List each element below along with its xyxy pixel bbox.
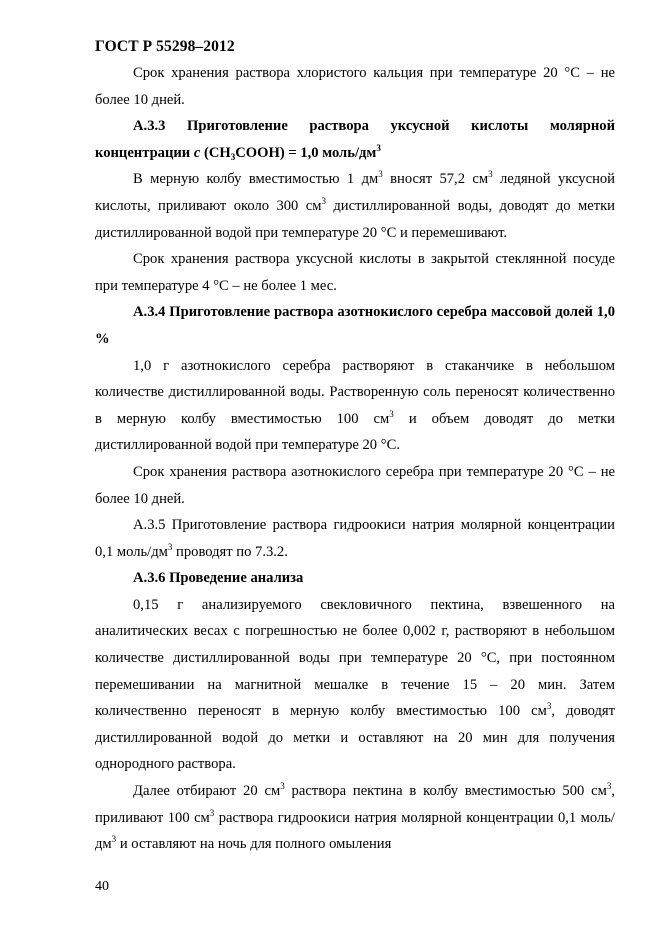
paragraph-acetic-storage: Срок хранения раствора уксусной кислоты в закрытой стеклянной посуде при температуре 4 °С – не более 1 мес. xyxy=(95,251,615,294)
heading-a33-text: А.3.3 Приготовление раствора уксусной кислоты молярной концентрации xyxy=(95,118,615,161)
heading-a33-italic-c: с xyxy=(193,144,201,161)
paragraph-a35 xyxy=(95,512,615,565)
text-run: ледяной уксусной кислоты, приливают около 300 см xyxy=(95,171,615,214)
superscript: 3 xyxy=(546,701,552,712)
paragraph-analysis-2 xyxy=(95,778,615,858)
text-run: , доводят дистиллированной водой до метки и оставляют на 20 мин для получения однородного раствора. xyxy=(95,703,616,773)
text-run: проводят по 7.3.2. xyxy=(172,543,288,560)
heading-a36: А.3.6 Проведение анализа xyxy=(133,570,304,587)
text-run: и объем доводят до метки дистиллированной водой при температуре 20 °С. xyxy=(95,410,615,454)
heading-a33-formula-close: COOH) = 1,0 моль/дм xyxy=(235,144,377,161)
text-run: , приливают 100 см xyxy=(95,783,615,826)
text-run: раствора пектина в колбу вместимостью 500 см xyxy=(284,783,607,800)
text-run: и оставляют на ночь для полного омыления xyxy=(116,836,392,853)
text-run: вносят 57,2 см xyxy=(382,171,489,188)
document-body xyxy=(95,60,615,858)
superscript: 3 xyxy=(389,408,394,419)
heading-a34: А.3.4 Приготовление раствора азотнокислого серебра массовой долей 1,0 % xyxy=(95,304,615,347)
text-run: дистиллированной воды, доводят до метки дистиллированной водой при температуре 20 °С и перемешивают. xyxy=(95,197,615,241)
superscript: 3 xyxy=(111,834,117,845)
paragraph-silver-storage: Срок хранения раствора азотнокислого серебра при температуре 20 °С – не более 10 дней. xyxy=(95,463,615,507)
heading-a33-sup: 3 xyxy=(376,142,381,153)
page-number: 40 xyxy=(95,879,109,894)
text-run: В мерную колбу вместимостью 1 дм xyxy=(133,171,379,188)
heading-a33 xyxy=(95,113,615,166)
paragraph-acetic-prep xyxy=(95,166,615,246)
heading-a33-sub: 3 xyxy=(230,151,236,162)
text-run: 0,15 г анализируемого свекловичного пектина, взвешенного на аналитических весах с погрешностью не более 0,002 г, растворяют в небольшом количестве дистиллированной воды при температуре 20 °С, при постоянном перемешивании на магнитной мешалке в течение 15 – 20 мин. Затем количественно переносят в мерную колбу вместимостью 100 см xyxy=(95,596,615,720)
paragraph-silver-prep xyxy=(95,353,615,459)
superscript: 3 xyxy=(280,781,285,792)
superscript: 3 xyxy=(488,169,493,180)
text-run: 1,0 г азотнокислого серебра растворяют в стаканчике в небольшом количестве дистиллированной воды. Растворенную соль переносят количественно в мерную колбу вместимостью 100 см xyxy=(95,357,615,427)
text-run: Далее отбирают 20 см xyxy=(133,783,281,800)
paragraph-analysis-1 xyxy=(95,592,615,778)
paragraph-calcium-storage: Срок хранения раствора хлористого кальция при температуре 20 °С – не более 10 дней. xyxy=(95,65,615,108)
document-header: ГОСТ Р 55298–2012 xyxy=(95,38,235,55)
superscript: 3 xyxy=(606,781,612,792)
superscript: 3 xyxy=(209,807,215,818)
superscript: 3 xyxy=(378,169,383,180)
superscript: 3 xyxy=(167,541,173,552)
text-run: А.3.5 Приготовление раствора гидроокиси натрия молярной концентрации 0,1 моль/дм xyxy=(95,517,615,560)
text-run: раствора гидроокиси натрия молярной концентрации 0,1 моль/дм xyxy=(95,809,615,853)
superscript: 3 xyxy=(321,195,326,206)
heading-a33-formula-open: (CH xyxy=(200,144,231,161)
